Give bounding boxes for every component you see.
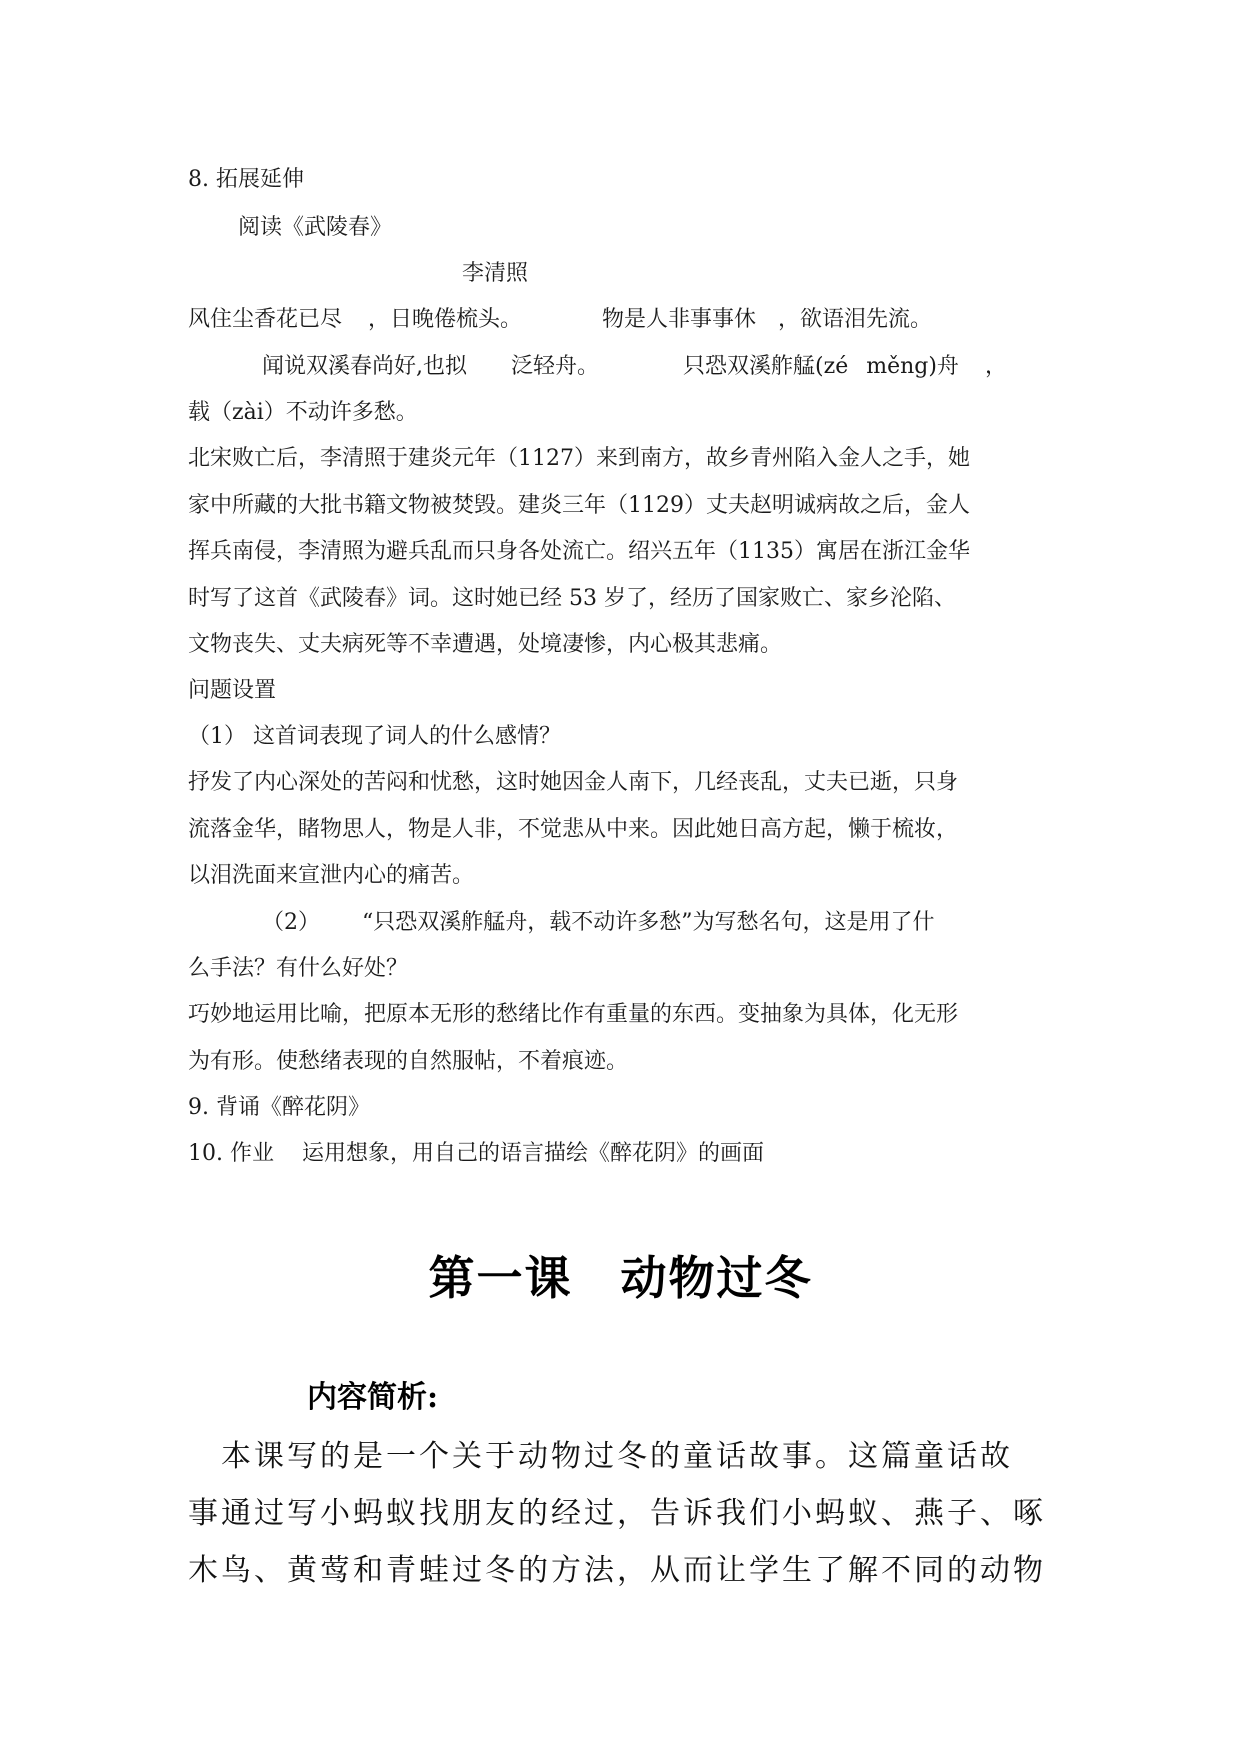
lesson-body-line-2: 事通过写小蚂蚁找朋友的经过，告诉我们小蚂蚁、燕子、啄 [188, 1496, 1046, 1531]
poem-line-1 [188, 305, 932, 335]
item-10 [188, 1139, 764, 1169]
question-2-line-1 [262, 908, 935, 938]
reading-title: 阅读《武陵春》 [238, 215, 393, 240]
poem-line-1-part-2: ，日晚倦梳头。 [368, 307, 523, 332]
background-line-4: 时写了这首《武陵春》词。这时她已经 53 岁了，经历了国家败亡、家乡沦陷、 [188, 586, 956, 611]
lesson-title: 第一课 动物过冬 [428, 1251, 813, 1305]
item-10-label: 10. 作业 [188, 1141, 274, 1166]
poem-line-2-part-3: 只恐双溪舴艋(zé [683, 354, 849, 379]
poem-line-3: 载（zài）不动许多愁。 [188, 400, 418, 425]
poem-line-2-part-1: 闻说双溪春尚好,也拟 [262, 354, 467, 379]
answer-1-line-2: 流落金华，睹物思人，物是人非，不觉悲从中来。因此她日高方起，懒于梳妆， [188, 817, 959, 842]
answer-1-line-3: 以泪洗面来宣泄内心的痛苦。 [188, 863, 475, 888]
poem-line-1-part-3: 物是人非事事休 [602, 307, 757, 332]
content-subheading: 内容简析: [307, 1380, 439, 1415]
answer-2-line-2: 为有形。使愁绪表现的自然服帖，不着痕迹。 [188, 1049, 629, 1074]
poem-line-2-part-5: ， [984, 354, 1007, 379]
question-2-text: “只恐双溪舴艋舟，载不动许多愁”为写愁名句，这是用了什 [362, 910, 935, 935]
poem-line-2 [262, 352, 1007, 382]
poem-line-2-part-2: 泛轻舟。 [511, 354, 600, 379]
questions-heading: 问题设置 [188, 678, 277, 703]
lesson-body-line-1: 本课写的是一个关于动物过冬的童话故事。这篇童话故 [188, 1439, 1013, 1474]
answer-1-line-1: 抒发了内心深处的苦闷和忧愁，这时她因金人南下，几经丧乱，丈夫已逝，只身 [188, 770, 959, 795]
background-line-3: 挥兵南侵，李清照为避兵乱而只身各处流亡。绍兴五年（1135）寓居在浙江金华 [188, 539, 970, 564]
background-line-1: 北宋败亡后，李清照于建炎元年（1127）来到南方，故乡青州陷入金人之手，她 [188, 446, 970, 471]
item-10-text: 运用想象，用自己的语言描绘《醉花阴》的画面 [301, 1141, 764, 1166]
poem-line-1-part-1: 风住尘香花已尽 [188, 307, 343, 332]
question-2-line-2: 么手法？有什么好处？ [188, 956, 409, 981]
poem-line-2-part-4: měng)舟 [866, 354, 959, 379]
question-1: （1） 这首词表现了词人的什么感情？ [188, 724, 561, 749]
answer-2-line-1: 巧妙地运用比喻，把原本无形的愁绪比作有重量的东西。变抽象为具体，化无形 [188, 1002, 959, 1027]
question-2-number: （2） [262, 910, 320, 935]
poem-author: 李清照 [462, 261, 529, 286]
item-9: 9. 背诵《醉花阴》 [188, 1095, 370, 1120]
background-line-5: 文物丧失、丈夫病死等不幸遭遇，处境凄惨，内心极其悲痛。 [188, 632, 783, 657]
poem-line-1-part-4: ，欲语泪先流。 [778, 307, 933, 332]
background-line-2: 家中所藏的大批书籍文物被焚毁。建炎三年（1129）丈夫赵明诚病故之后，金人 [188, 493, 970, 518]
lesson-body-line-3: 木鸟、黄莺和青蛙过冬的方法，从而让学生了解不同的动物 [188, 1553, 1046, 1588]
section-heading: 8. 拓展延伸 [188, 167, 304, 192]
